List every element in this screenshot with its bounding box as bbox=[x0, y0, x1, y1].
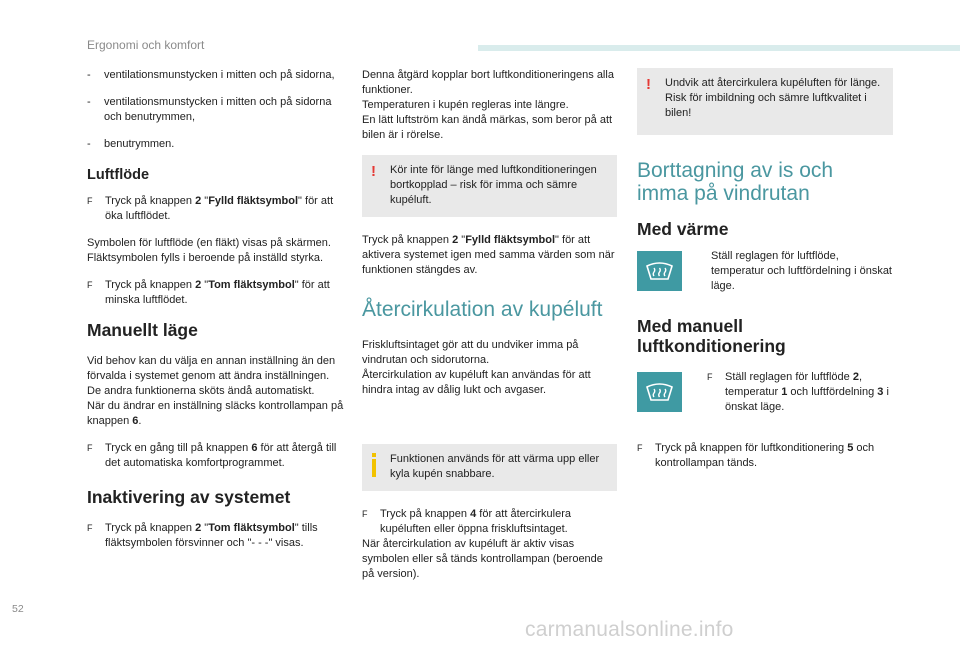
list-item: - benutrymmen. bbox=[87, 138, 175, 150]
warning-box: ! Undvik att återcirkulera kupéluften för länge. Risk för imbildning och sämre luftkvalitet i bilen! bbox=[637, 68, 893, 135]
running-header: Ergonomi och komfort bbox=[87, 38, 205, 52]
step-deactivate: F Tryck på knappen 2 "Tom fläktsymbol" tills fläktsymbolen försvinner och "- - -" visas. bbox=[87, 522, 318, 549]
vent-options-list bbox=[87, 68, 345, 152]
paragraph: Denna åtgärd kopplar bort luftkonditioneringens alla funktioner. Temperaturen i kupén regleras inte längre. En lätt luftström kan ändå märkas, som beror på att bilen är i rörelse. bbox=[362, 69, 614, 141]
paragraph: Friskluftsintaget gör att du undviker imma på vindrutan och sidorutorna. Återcirkulation av kupéluft kan användas för att hindra intag av dålig lukt och avgaser. bbox=[362, 339, 591, 396]
warning-box: ! Kör inte för länge med luftkonditioneringen bortkopplad – risk för imma och sämre kupéluft. bbox=[362, 155, 617, 217]
info-box: Funktionen används för att värma upp eller kyla kupén snabbare. bbox=[362, 444, 617, 491]
page-number: 52 bbox=[12, 603, 24, 615]
heading-inaktivering: Inaktivering av systemet bbox=[87, 487, 291, 507]
heading-recirculation: Återcirkulation av kupéluft bbox=[362, 298, 603, 321]
dash-marker: - bbox=[87, 96, 91, 108]
step-return-auto: F Tryck en gång till på knappen 6 för att återgå till det automatiska komfortprogrammet. bbox=[87, 442, 337, 469]
paragraph: Vid behov kan du välja en annan inställning än den förvalda i systemet genom att ändra inställningen. De andra funktionerna sköts ändå automatiskt. När du ändrar en inställning släcks kontrollampan på knappen 6. bbox=[87, 355, 344, 427]
heading-luftflode: Luftflöde bbox=[87, 167, 150, 183]
column-2 bbox=[362, 68, 617, 594]
paragraph: När återcirkulation av kupéluft är aktiv visas symbolen eller så tänds kontrollampan (beroende på version). bbox=[362, 538, 603, 580]
windscreen-defrost-icon bbox=[637, 251, 682, 291]
header-accent-bar bbox=[478, 45, 960, 51]
list-item: - ventilationsmunstycken i mitten och på sidorna och benutrymmen, bbox=[87, 96, 332, 123]
step-arrow-icon: F bbox=[87, 196, 93, 206]
defrost-heat-row: Ställ reglagen för luftflöde, temperatur och luftfördelning i önskat läge. bbox=[637, 249, 893, 294]
heading-med-varme: Med värme bbox=[637, 219, 729, 239]
heading-med-manuell: Med manuell luftkonditionering bbox=[637, 316, 786, 356]
step-set-controls: F Ställ reglagen för luftflöde 2, temperatur 1 och luftfördelning 3 i önskat läge. bbox=[707, 371, 889, 413]
defrost-ac-row bbox=[637, 370, 893, 415]
dash-marker: - bbox=[87, 138, 91, 150]
windscreen-defrost-icon bbox=[637, 372, 682, 412]
step-ac-button: F Tryck på knappen för luftkonditionering 5 och kontrollampan tänds. bbox=[637, 442, 875, 469]
step-arrow-icon: F bbox=[87, 280, 93, 290]
column-3 bbox=[637, 68, 893, 483]
paragraph: Tryck på knappen 2 "Fylld fläktsymbol" för att aktivera systemet igen med samma värden som när funktionen stängdes av. bbox=[362, 234, 615, 276]
column-1 bbox=[87, 68, 345, 563]
step-decrease-airflow: F Tryck på knappen 2 "Tom fläktsymbol" för att minska luftflödet. bbox=[87, 279, 330, 306]
step-arrow-icon: F bbox=[87, 443, 93, 453]
step-recirculate: F Tryck på knappen 4 för att återcirkulera kupéluften eller öppna friskluftsintaget. bbox=[362, 508, 571, 535]
heading-manuellt-lage: Manuellt läge bbox=[87, 320, 198, 340]
warning-icon: ! bbox=[646, 76, 651, 93]
step-increase-airflow: F Tryck på knappen 2 "Fylld fläktsymbol" för att öka luftflödet. bbox=[87, 195, 334, 222]
list-item: - ventilationsmunstycken i mitten och på sidorna, bbox=[87, 69, 335, 81]
step-arrow-icon: F bbox=[87, 523, 93, 533]
heading-defrost: Borttagning av is och imma på vindrutan bbox=[637, 159, 834, 205]
step-arrow-icon: F bbox=[362, 509, 368, 519]
dash-marker: - bbox=[87, 69, 91, 81]
step-arrow-icon: F bbox=[707, 372, 713, 382]
watermark: carmanualsonline.info bbox=[525, 618, 734, 641]
info-icon bbox=[372, 453, 376, 477]
warning-icon: ! bbox=[371, 163, 376, 180]
paragraph: Symbolen för luftflöde (en fläkt) visas på skärmen. Fläktsymbolen fylls i beroende på inställd styrka. bbox=[87, 237, 331, 264]
step-arrow-icon: F bbox=[637, 443, 643, 453]
